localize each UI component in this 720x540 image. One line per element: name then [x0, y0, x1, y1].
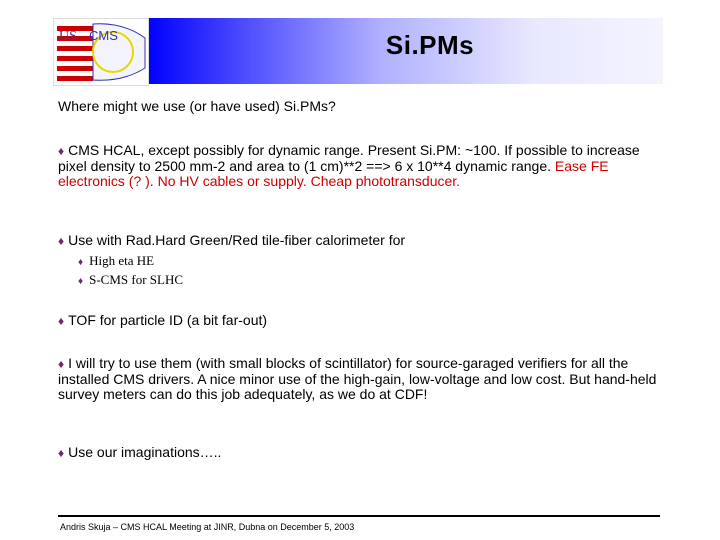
logo-text-us: US: [59, 29, 77, 44]
bullet-cms-hcal-red-text: Ease FE electronics (? ). No HV cables or supply. Cheap phototransducer.: [58, 158, 609, 189]
bullet-diamond-icon: ♦: [58, 234, 65, 248]
sub-item: [78, 253, 154, 269]
bullet-cms-hcal: [58, 143, 668, 189]
us-cms-logo: [53, 18, 149, 86]
sub-item: [78, 272, 183, 288]
bullet-diamond-icon: ♦: [58, 144, 65, 158]
bullet-diamond-icon: ♦: [58, 357, 65, 371]
slide-title: Si.PMs: [385, 30, 475, 60]
bullet-cms-hcal-text: CMS HCAL, except possibly for dynamic range. Present Si.PM: ~100. If possible to increase pixel density to 2500 mm-2 and area to (1 cm)**2 ==> 6 x 10**4 dynamic range.: [58, 142, 640, 174]
sub-item-text: S-CMS for SLHC: [89, 272, 184, 287]
intro-line: Where might we use (or have used) Si.PMs?: [58, 98, 336, 114]
sub-diamond-icon: ♦: [78, 257, 84, 268]
bullet-diamond-icon: ♦: [58, 314, 65, 328]
bullet-verifiers: [58, 356, 668, 402]
bullet-tof-text: TOF for particle ID (a bit far-out): [68, 312, 268, 328]
bullet-tof: [58, 313, 668, 329]
footer-divider: [58, 515, 660, 517]
bullet-imaginations: [58, 445, 668, 461]
bullet-imaginations-text: Use our imaginations…..: [68, 444, 222, 460]
sub-item-text: High eta HE: [89, 253, 155, 268]
bullet-diamond-icon: ♦: [58, 446, 65, 460]
bullet-radhard: [58, 233, 668, 249]
sub-diamond-icon: ♦: [78, 276, 84, 287]
bullet-radhard-text: Use with Rad.Hard Green/Red tile-fiber calorimeter for: [68, 232, 406, 248]
logo-text-cms: CMS: [89, 28, 118, 43]
bullet-verifiers-text: I will try to use them (with small blocks of scintillator) for source-garaged verifiers for all the installed CMS drivers. A nice minor use of the high-gain, low-voltage and low cost. But hand-held survey meters can do this job adequately, as we do at CDF!: [58, 355, 657, 402]
footer-text: Andris Skuja – CMS HCAL Meeting at JINR, Dubna on December 5, 2003: [60, 522, 355, 532]
